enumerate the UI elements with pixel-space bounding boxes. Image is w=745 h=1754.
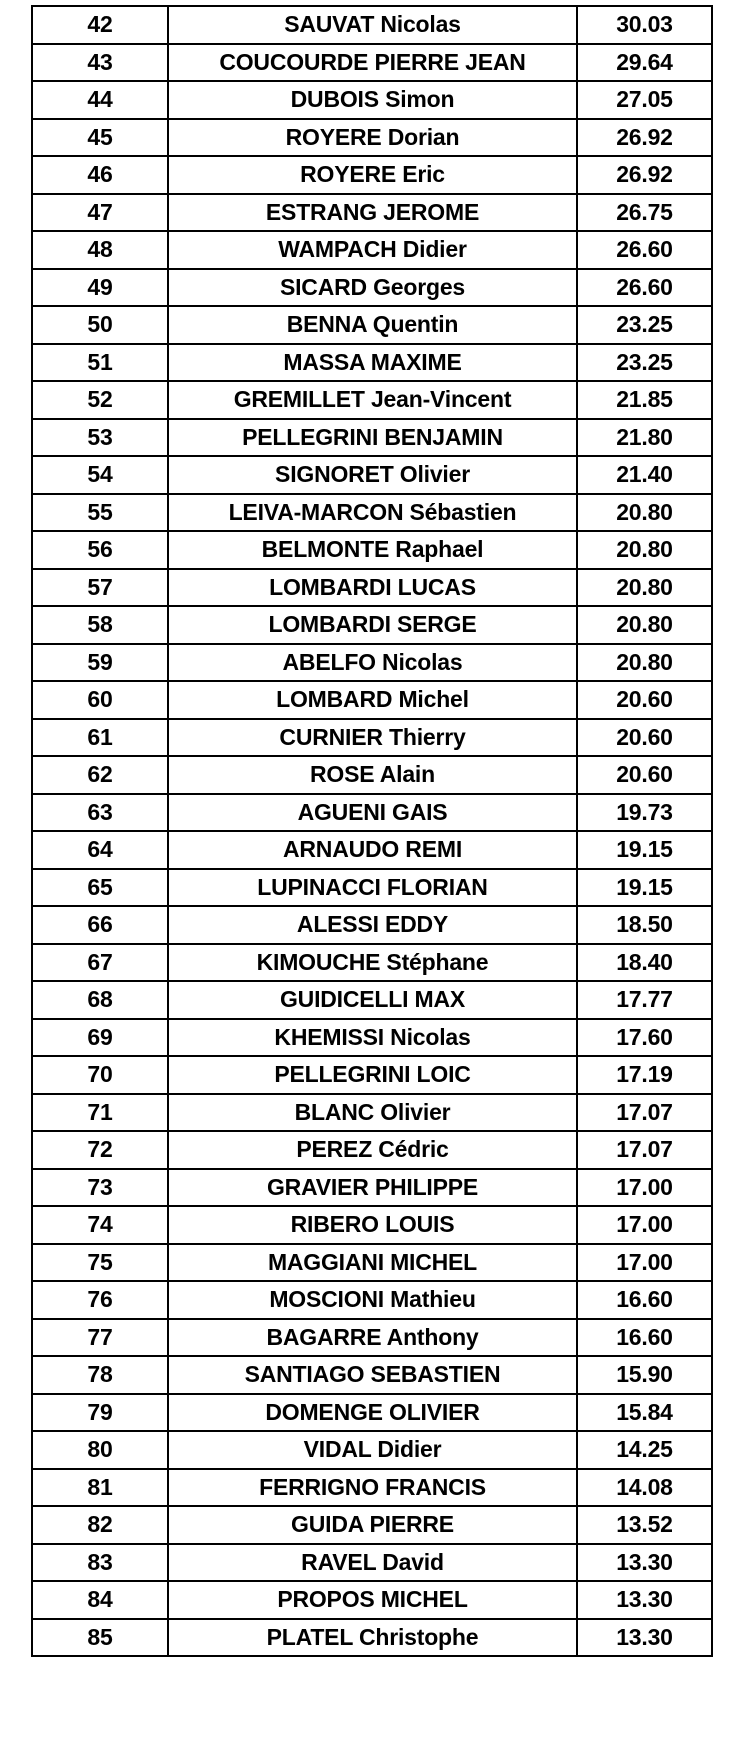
rank-cell: 47	[32, 194, 168, 232]
rank-cell: 81	[32, 1469, 168, 1507]
name-cell: GUIDICELLI MAX	[168, 981, 577, 1019]
score-cell: 20.80	[577, 494, 712, 532]
score-cell: 18.50	[577, 906, 712, 944]
name-cell: KIMOUCHE Stéphane	[168, 944, 577, 982]
name-cell: COUCOURDE PIERRE JEAN	[168, 44, 577, 82]
table-row	[32, 606, 712, 644]
name-cell: CURNIER Thierry	[168, 719, 577, 757]
rank-cell: 80	[32, 1431, 168, 1469]
table-row	[32, 719, 712, 757]
table-row	[32, 1581, 712, 1619]
rank-cell: 57	[32, 569, 168, 607]
name-cell: PEREZ Cédric	[168, 1131, 577, 1169]
table-row	[32, 1506, 712, 1544]
score-cell: 21.40	[577, 456, 712, 494]
score-cell: 26.60	[577, 231, 712, 269]
score-cell: 13.30	[577, 1544, 712, 1582]
score-cell: 16.60	[577, 1281, 712, 1319]
table-row	[32, 1394, 712, 1432]
table-row	[32, 794, 712, 832]
score-cell: 23.25	[577, 344, 712, 382]
rank-cell: 75	[32, 1244, 168, 1282]
score-cell: 15.84	[577, 1394, 712, 1432]
score-cell: 17.00	[577, 1169, 712, 1207]
rank-cell: 55	[32, 494, 168, 532]
rank-cell: 83	[32, 1544, 168, 1582]
table-row	[32, 681, 712, 719]
name-cell: BELMONTE Raphael	[168, 531, 577, 569]
score-cell: 20.80	[577, 606, 712, 644]
table-row	[32, 231, 712, 269]
score-cell: 27.05	[577, 81, 712, 119]
table-row	[32, 6, 712, 44]
rank-cell: 59	[32, 644, 168, 682]
score-cell: 17.77	[577, 981, 712, 1019]
score-cell: 14.08	[577, 1469, 712, 1507]
name-cell: MASSA MAXIME	[168, 344, 577, 382]
name-cell: MOSCIONI Mathieu	[168, 1281, 577, 1319]
table-row	[32, 1281, 712, 1319]
score-cell: 30.03	[577, 6, 712, 44]
rank-cell: 51	[32, 344, 168, 382]
score-cell: 21.85	[577, 381, 712, 419]
score-cell: 21.80	[577, 419, 712, 457]
score-cell: 20.80	[577, 569, 712, 607]
name-cell: LUPINACCI FLORIAN	[168, 869, 577, 907]
table-row	[32, 344, 712, 382]
rank-cell: 53	[32, 419, 168, 457]
rank-cell: 64	[32, 831, 168, 869]
table-row	[32, 1544, 712, 1582]
table-row	[32, 531, 712, 569]
table-row	[32, 194, 712, 232]
score-cell: 26.92	[577, 156, 712, 194]
ranking-table	[31, 5, 713, 1657]
table-row	[32, 381, 712, 419]
table-row	[32, 1019, 712, 1057]
score-cell: 13.30	[577, 1581, 712, 1619]
table-row	[32, 44, 712, 82]
table-row	[32, 831, 712, 869]
name-cell: SAUVAT Nicolas	[168, 6, 577, 44]
score-cell: 13.52	[577, 1506, 712, 1544]
rank-cell: 56	[32, 531, 168, 569]
score-cell: 26.92	[577, 119, 712, 157]
table-row	[32, 1244, 712, 1282]
rank-cell: 69	[32, 1019, 168, 1057]
name-cell: VIDAL Didier	[168, 1431, 577, 1469]
table-row	[32, 756, 712, 794]
name-cell: KHEMISSI Nicolas	[168, 1019, 577, 1057]
name-cell: RIBERO LOUIS	[168, 1206, 577, 1244]
name-cell: PELLEGRINI LOIC	[168, 1056, 577, 1094]
rank-cell: 48	[32, 231, 168, 269]
table-row	[32, 1469, 712, 1507]
name-cell: SIGNORET Olivier	[168, 456, 577, 494]
rank-cell: 54	[32, 456, 168, 494]
table-row	[32, 81, 712, 119]
score-cell: 19.15	[577, 869, 712, 907]
table-row	[32, 869, 712, 907]
rank-cell: 63	[32, 794, 168, 832]
table-row	[32, 1131, 712, 1169]
rank-cell: 77	[32, 1319, 168, 1357]
name-cell: FERRIGNO FRANCIS	[168, 1469, 577, 1507]
rank-cell: 72	[32, 1131, 168, 1169]
name-cell: GRAVIER PHILIPPE	[168, 1169, 577, 1207]
rank-cell: 46	[32, 156, 168, 194]
score-cell: 29.64	[577, 44, 712, 82]
table-row	[32, 156, 712, 194]
name-cell: AGUENI GAIS	[168, 794, 577, 832]
table-row	[32, 1056, 712, 1094]
name-cell: PLATEL Christophe	[168, 1619, 577, 1657]
name-cell: PELLEGRINI BENJAMIN	[168, 419, 577, 457]
table-row	[32, 644, 712, 682]
name-cell: ALESSI EDDY	[168, 906, 577, 944]
score-cell: 20.60	[577, 681, 712, 719]
name-cell: DUBOIS Simon	[168, 81, 577, 119]
rank-cell: 43	[32, 44, 168, 82]
table-row	[32, 944, 712, 982]
score-cell: 16.60	[577, 1319, 712, 1357]
rank-cell: 60	[32, 681, 168, 719]
ranking-table-body	[32, 6, 712, 1656]
rank-cell: 67	[32, 944, 168, 982]
score-cell: 19.15	[577, 831, 712, 869]
table-row	[32, 494, 712, 532]
rank-cell: 74	[32, 1206, 168, 1244]
name-cell: ARNAUDO REMI	[168, 831, 577, 869]
rank-cell: 61	[32, 719, 168, 757]
table-row	[32, 119, 712, 157]
table-row	[32, 1431, 712, 1469]
rank-cell: 73	[32, 1169, 168, 1207]
rank-cell: 42	[32, 6, 168, 44]
score-cell: 18.40	[577, 944, 712, 982]
table-row	[32, 306, 712, 344]
score-cell: 15.90	[577, 1356, 712, 1394]
name-cell: DOMENGE OLIVIER	[168, 1394, 577, 1432]
name-cell: MAGGIANI MICHEL	[168, 1244, 577, 1282]
score-cell: 17.00	[577, 1206, 712, 1244]
table-row	[32, 1094, 712, 1132]
name-cell: LEIVA-MARCON Sébastien	[168, 494, 577, 532]
score-cell: 26.60	[577, 269, 712, 307]
rank-cell: 58	[32, 606, 168, 644]
name-cell: ROYERE Dorian	[168, 119, 577, 157]
table-row	[32, 981, 712, 1019]
rank-cell: 45	[32, 119, 168, 157]
name-cell: ROSE Alain	[168, 756, 577, 794]
score-cell: 17.19	[577, 1056, 712, 1094]
name-cell: ESTRANG JEROME	[168, 194, 577, 232]
score-cell: 20.60	[577, 719, 712, 757]
table-row	[32, 569, 712, 607]
score-cell: 17.07	[577, 1131, 712, 1169]
rank-cell: 70	[32, 1056, 168, 1094]
score-cell: 20.60	[577, 756, 712, 794]
rank-cell: 68	[32, 981, 168, 1019]
rank-cell: 65	[32, 869, 168, 907]
score-cell: 26.75	[577, 194, 712, 232]
rank-cell: 76	[32, 1281, 168, 1319]
table-row	[32, 269, 712, 307]
name-cell: ROYERE Eric	[168, 156, 577, 194]
rank-cell: 78	[32, 1356, 168, 1394]
name-cell: ABELFO Nicolas	[168, 644, 577, 682]
score-cell: 14.25	[577, 1431, 712, 1469]
table-row	[32, 1169, 712, 1207]
table-row	[32, 1206, 712, 1244]
name-cell: GREMILLET Jean-Vincent	[168, 381, 577, 419]
table-row	[32, 419, 712, 457]
name-cell: PROPOS MICHEL	[168, 1581, 577, 1619]
rank-cell: 50	[32, 306, 168, 344]
name-cell: WAMPACH Didier	[168, 231, 577, 269]
rank-cell: 71	[32, 1094, 168, 1132]
table-row	[32, 1319, 712, 1357]
score-cell: 13.30	[577, 1619, 712, 1657]
score-cell: 23.25	[577, 306, 712, 344]
name-cell: BLANC Olivier	[168, 1094, 577, 1132]
rank-cell: 66	[32, 906, 168, 944]
name-cell: GUIDA PIERRE	[168, 1506, 577, 1544]
score-cell: 17.07	[577, 1094, 712, 1132]
rank-cell: 84	[32, 1581, 168, 1619]
rank-cell: 49	[32, 269, 168, 307]
score-cell: 17.60	[577, 1019, 712, 1057]
name-cell: LOMBARDI LUCAS	[168, 569, 577, 607]
score-cell: 20.80	[577, 531, 712, 569]
score-cell: 17.00	[577, 1244, 712, 1282]
rank-cell: 44	[32, 81, 168, 119]
name-cell: RAVEL David	[168, 1544, 577, 1582]
rank-cell: 85	[32, 1619, 168, 1657]
name-cell: SICARD Georges	[168, 269, 577, 307]
score-cell: 19.73	[577, 794, 712, 832]
name-cell: SANTIAGO SEBASTIEN	[168, 1356, 577, 1394]
rank-cell: 62	[32, 756, 168, 794]
rank-cell: 79	[32, 1394, 168, 1432]
name-cell: LOMBARD Michel	[168, 681, 577, 719]
table-row	[32, 456, 712, 494]
rank-cell: 52	[32, 381, 168, 419]
name-cell: LOMBARDI SERGE	[168, 606, 577, 644]
table-row	[32, 1356, 712, 1394]
name-cell: BAGARRE Anthony	[168, 1319, 577, 1357]
rank-cell: 82	[32, 1506, 168, 1544]
table-row	[32, 1619, 712, 1657]
score-cell: 20.80	[577, 644, 712, 682]
table-row	[32, 906, 712, 944]
name-cell: BENNA Quentin	[168, 306, 577, 344]
